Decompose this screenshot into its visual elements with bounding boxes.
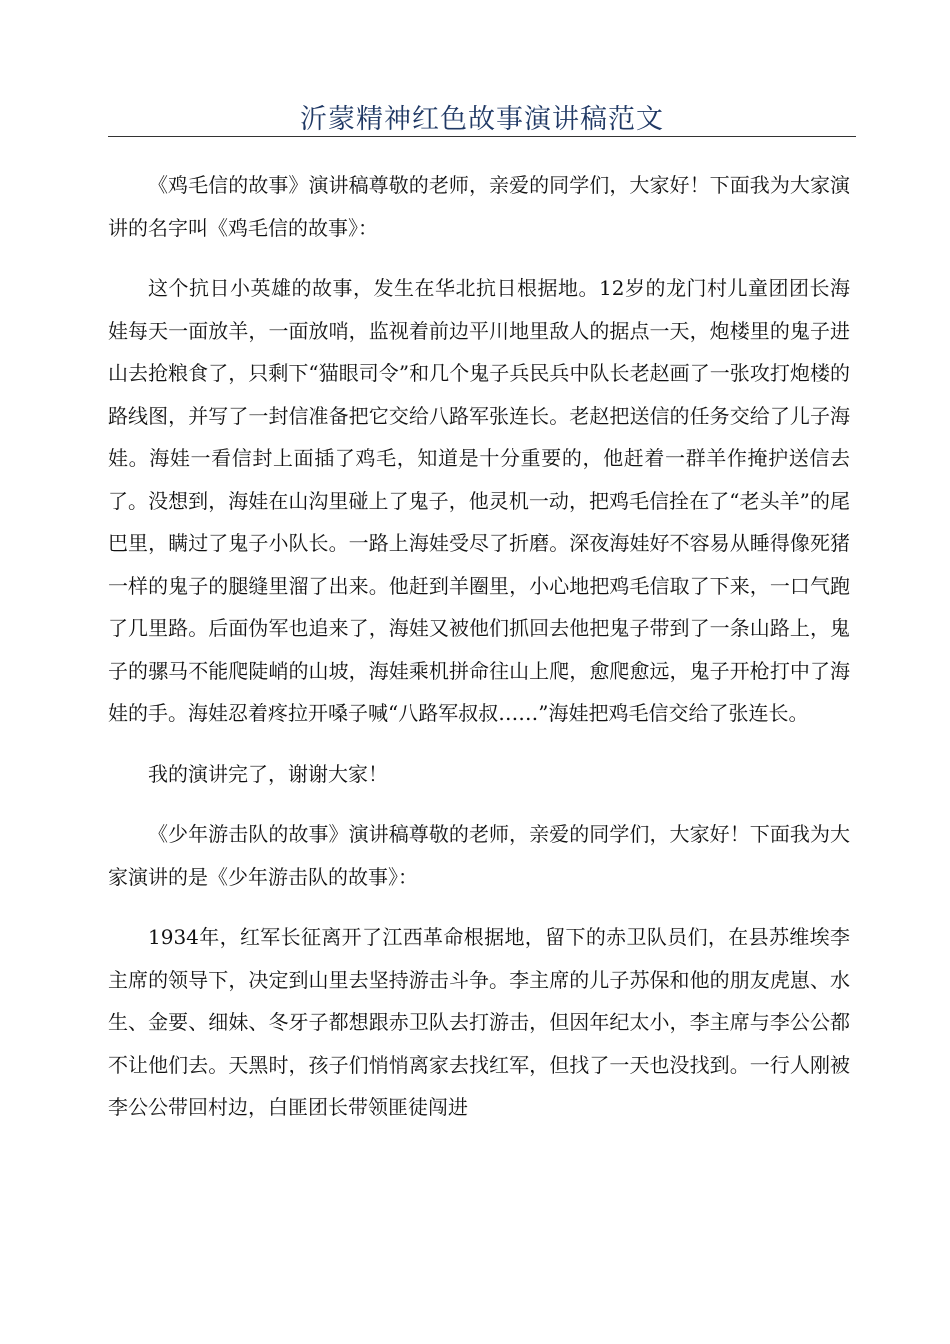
document-body bbox=[108, 164, 850, 1147]
paragraph: 这个抗日小英雄的故事，发生在华北抗日根据地。12岁的龙门村儿童团团长海娃每天一面放羊，一面放哨，监视着前边平川地里敌人的据点一天，炮楼里的鬼子进山去抢粮食了，只剩下“猫眼司令”和几个鬼子兵民兵中队长老赵画了一张攻打炮楼的路线图，并写了一封信准备把它交给八路军张连长。老赵把送信的任务交给了儿子海娃。海娃一看信封上面插了鸡毛，知道是十分重要的，他赶着一群羊作掩护送信去了。没想到，海娃在山沟里碰上了鬼子，他灵机一动，把鸡毛信拴在了“老头羊”的尾巴里，瞒过了鬼子小队长。一路上海娃受尽了折磨。深夜海娃好不容易从睡得像死猪一样的鬼子的腿缝里溜了出来。他赶到羊圈里，小心地把鸡毛信取了下来，一口气跑了几里路。后面伪军也追来了，海娃又被他们抓回去他把鬼子带到了一条山路上，鬼子的骡马不能爬陡峭的山坡，海娃乘机拼命往山上爬，愈爬愈远，鬼子开枪打中了海娃的手。海娃忍着疼拉开嗓子喊“八路军叔叔……”海娃把鸡毛信交给了张连长。 bbox=[108, 276, 850, 725]
title-underline bbox=[108, 136, 856, 137]
paragraph: 《鸡毛信的故事》演讲稿尊敬的老师，亲爱的同学们，大家好！下面我为大家演讲的名字叫《鸡毛信的故事》： bbox=[108, 173, 850, 240]
paragraph: 《少年游击队的故事》演讲稿尊敬的老师，亲爱的同学们，大家好！下面我为大家演讲的是《少年游击队的故事》： bbox=[108, 822, 850, 889]
paragraph: 我的演讲完了，谢谢大家！ bbox=[148, 761, 388, 786]
paragraph: 1934年，红军长征离开了江西革命根据地，留下的赤卫队员们，在县苏维埃李主席的领导下，决定到山里去坚持游击斗争。李主席的儿子苏保和他的朋友虎崽、水生、金要、细妹、冬牙子都想跟赤卫队去打游击，但因年纪太小，李主席与李公公都不让他们去。天黑时，孩子们悄悄离家去找红军，但找了一天也没找到。一行人刚被李公公带回村边，白匪团长带领匪徒闯进 bbox=[108, 925, 850, 1119]
page-title: 沂蒙精神红色故事演讲稿范文 bbox=[300, 104, 664, 135]
